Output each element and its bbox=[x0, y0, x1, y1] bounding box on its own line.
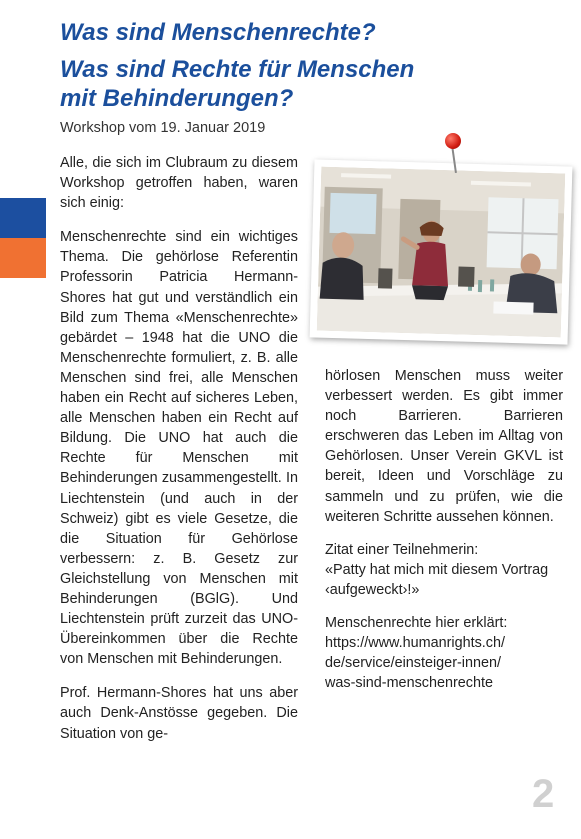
paragraph-main: Menschenrechte sind ein wichtiges Thema. Die gehörlose Referentin Professorin Patricia Hermann-Shores hat gut und verständlich ein Bild zum Thema «Menschenrechte» gebärdet – 1948 hat die UNO die Menschenrechte formuliert, z. B. alle Menschen sind frei, alle Menschen haben ein Recht auf sicheres Leben, alle Menschen haben ein Recht auf Bildung. Die UNO hat auch die Rechte für Menschen mit Behinderungen zusammengestellt. In Liechtenstein (und auch in der Schweiz) gibt es viele Gesetze, die die Situation für Gehörlose verbessern: z. B. Gesetz zur Gleichstellung von Menschen mit Behinderungen (BGlG). Und Liechtenstein prüft zurzeit das UNO-Übereinkommen über die Rechte von Menschen mit Behinderungen. bbox=[60, 229, 298, 668]
pin-icon bbox=[445, 133, 461, 149]
link-url-line-3[interactable]: was-sind-menschenrechte bbox=[325, 675, 493, 692]
workshop-photo-image bbox=[317, 167, 565, 338]
paragraph-right-main: hörlosen Menschen muss weiter verbessert werden. Es gibt immer noch Barrieren. Barrieren erschweren das Leben im Alltag von Gehörlosen. Unser Verein GKVL ist bereit, Ideen und Vorschläge zu sammeln und zu prüfen, wie die weiteren Schritte aussehen können. bbox=[325, 368, 563, 525]
left-column bbox=[60, 153, 298, 758]
paragraph-intro: Alle, die sich im Clubraum zu diesem Workshop getroffen haben, waren sich einig: bbox=[60, 155, 298, 212]
title-line-3: mit Behinderungen? bbox=[60, 85, 294, 112]
title-line-1: Was sind Menschenrechte? bbox=[60, 19, 376, 46]
subtitle: Workshop vom 19. Januar 2019 bbox=[60, 120, 266, 136]
paragraph-continued: Prof. Hermann-Shores hat uns aber auch Denk-Anstösse gegeben. Die Situation von ge- bbox=[60, 685, 298, 742]
side-accent-blue bbox=[0, 198, 46, 238]
quote-intro: Zitat einer Teilnehmerin: bbox=[325, 541, 479, 558]
right-column bbox=[325, 366, 563, 706]
workshop-photo bbox=[310, 159, 573, 344]
page-number: 2 bbox=[532, 772, 555, 816]
link-url-line-1[interactable]: https://www.humanrights.ch/ bbox=[325, 635, 505, 652]
link-block bbox=[325, 613, 563, 693]
quote-block bbox=[325, 540, 563, 600]
page-heading bbox=[60, 18, 560, 113]
title-line-2: Was sind Rechte für Menschen bbox=[60, 56, 415, 83]
side-accent-orange bbox=[0, 238, 46, 278]
link-intro: Menschenrechte hier erklärt: bbox=[325, 615, 508, 632]
quote-text: «Patty hat mich mit diesem Vortrag ‹aufgeweckt›!» bbox=[325, 561, 549, 598]
link-url-line-2[interactable]: de/service/einsteiger-innen/ bbox=[325, 655, 501, 672]
